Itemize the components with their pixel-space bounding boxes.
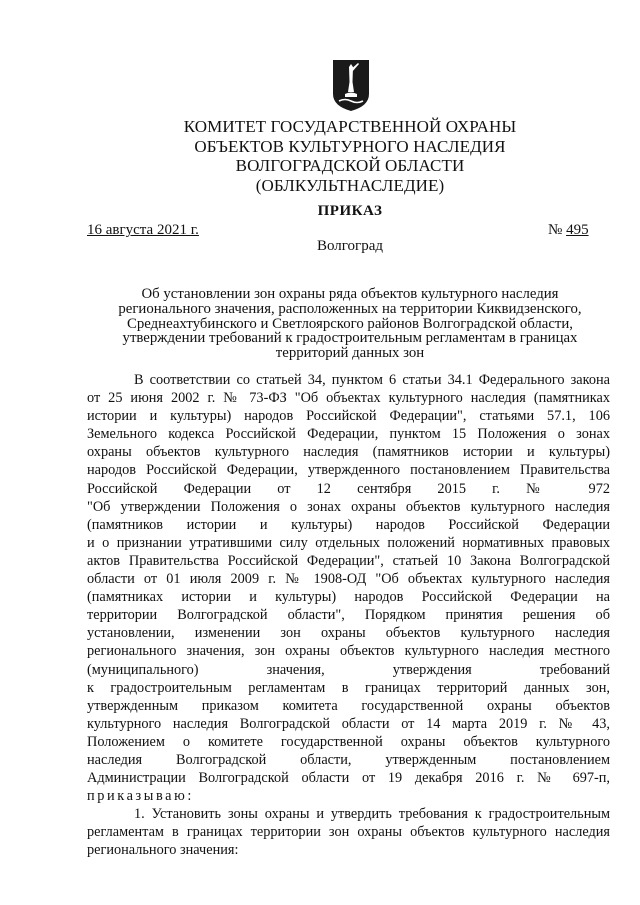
- body-line: Администрации Волгоградской области от 19 декабря 2016 г. № 697-п,: [87, 770, 610, 787]
- body-line: Земельного кодекса Российской Федерации, пунктом 15 Положения о зонах: [87, 426, 610, 443]
- decree-word: приказываю:: [87, 788, 194, 805]
- body-line: истории и культуры) народов Российской Федерации", статьями 57.1, 106: [87, 408, 610, 425]
- subject-line: утверждении требований к градостроительным регламентам в границах: [122, 330, 578, 347]
- body-line: области от 01 июля 2009 г. № 1908-ОД "Об объектах культурного наследия: [87, 571, 610, 588]
- body-line: культурного наследия Волгоградской области от 14 марта 2019 г. № 43,: [87, 715, 610, 732]
- subject-line: регионального значения, расположенных на территории Киквидзенского,: [118, 300, 582, 317]
- body-line: актов Правительства Российской Федерации", статьей 10 Закона Волгоградской: [87, 552, 610, 569]
- body-line: В соответствии со статьей 34, пунктом 6 статьи 34.1 Федерального закона: [134, 372, 610, 388]
- body-line: "Об утверждении Положения о зонах охраны объектов культурного наследия: [87, 498, 610, 515]
- body-line: территории Волгоградской области", Порядком принятия решения об: [87, 607, 610, 624]
- subject-line: Среднеахтубинского и Светлоярского районов Волгоградской области,: [126, 315, 574, 332]
- body-line: и о признании утратившими силу отдельных положений нормативных правовых: [87, 534, 610, 551]
- body-line: Положением о комитете государственной охраны объектов культурного: [87, 733, 610, 750]
- number-prefix: №: [548, 222, 567, 238]
- volgograd-emblem-icon: [331, 58, 371, 112]
- body-line: (муниципального) значения, утверждения требований: [87, 661, 610, 678]
- number-value: 495: [566, 222, 589, 238]
- body-line: (памятниках истории и культуры) народов Российской Федерации на: [87, 589, 610, 606]
- document-subject: [90, 287, 610, 361]
- body-line: установлении, изменении зон охраны объектов культурного наследия: [87, 625, 610, 642]
- body-line: наследия Волгоградской области, утвержденным постановлением: [87, 751, 610, 768]
- body-line: (памятников истории и культуры) народов Российской Федерации: [87, 516, 610, 533]
- document-number: [548, 222, 589, 239]
- document-city: Волгоград: [316, 238, 383, 254]
- body-line: охраны объектов культурного наследия (памятников истории и культуры): [87, 444, 610, 461]
- subject-line: Об установлении зон охраны ряда объектов культурного наследия: [141, 286, 559, 302]
- document-type: ПРИКАЗ: [317, 203, 383, 219]
- subject-line: территорий данных зон: [275, 345, 425, 362]
- org-line: КОМИТЕТ ГОСУДАРСТВЕННОЙ ОХРАНЫ: [183, 117, 517, 136]
- body-line: Российской Федерации от 12 сентября 2015 г. № 972: [87, 480, 610, 497]
- body-line: утвержденным приказом комитета государственной охраны объектов: [87, 697, 610, 714]
- organization-name: [150, 117, 550, 195]
- body-line: от 25 июня 2002 г. № 73-ФЗ "Об объектах культурного наследия (памятниках: [87, 390, 610, 407]
- item-line: регионального значения:: [87, 842, 239, 859]
- document-date: 16 августа 2021 г.: [87, 222, 199, 238]
- body-line: народов Российской Федерации, утвержденного постановлением Правительства: [87, 462, 610, 479]
- item-line: регламентам в границах территории зон охраны объектов культурного наследия: [87, 824, 610, 841]
- org-line: ОБЪЕКТОВ КУЛЬТУРНОГО НАСЛЕДИЯ: [194, 136, 506, 156]
- body-line: к градостроительным регламентам в границах территорий данных зон,: [87, 679, 610, 696]
- item-line: 1. Установить зоны охраны и утвердить требования к градостроительным: [134, 806, 610, 823]
- org-line: (ОБЛКУЛЬТНАСЛЕДИЕ): [255, 175, 445, 195]
- org-line: ВОЛГОГРАДСКОЙ ОБЛАСТИ: [235, 156, 465, 175]
- document-body: [87, 371, 610, 860]
- body-line: регионального значения, зон охраны объектов культурного наследия местного: [87, 643, 610, 660]
